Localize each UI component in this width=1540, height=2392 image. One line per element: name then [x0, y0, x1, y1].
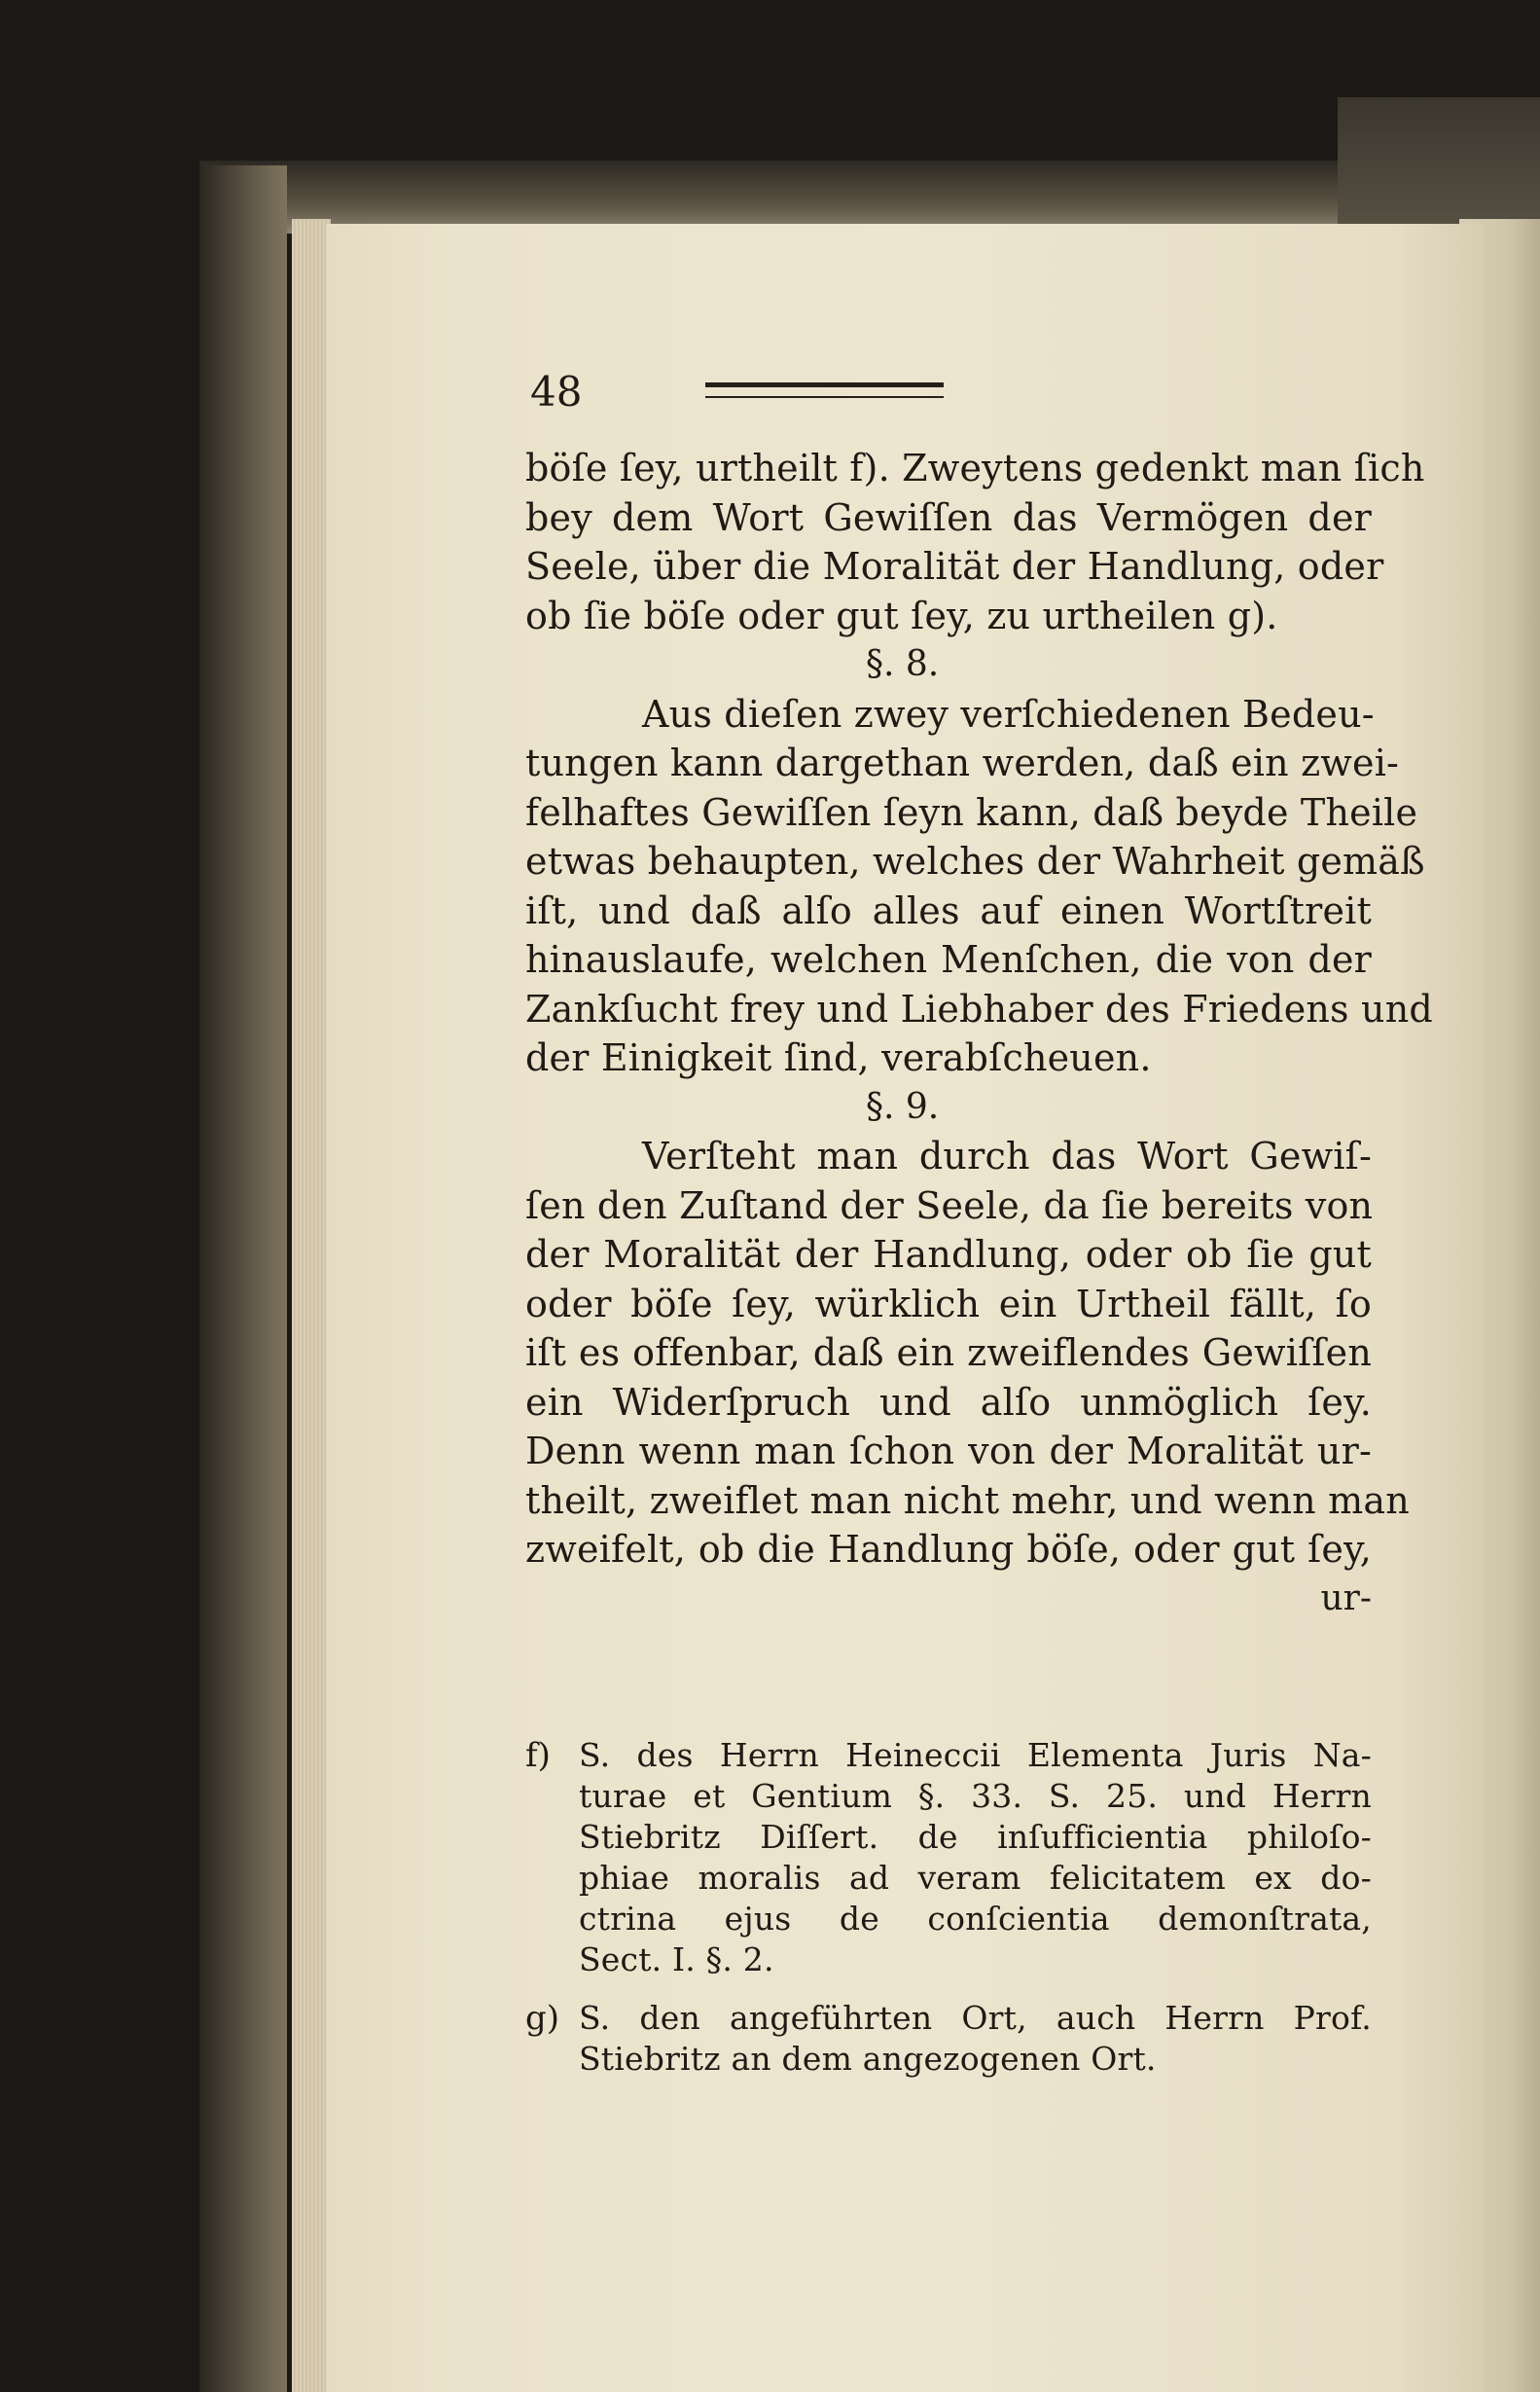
text-line: Verſteht man durch das Wort Gewiſ-	[642, 1135, 1372, 1178]
footnote-line: S. den angeführten Ort, auch Herrn Prof.	[579, 1999, 1372, 2037]
header-rule	[705, 382, 944, 398]
page-stack	[292, 219, 331, 2392]
footnote-f	[525, 1735, 1372, 1980]
text-line: Seele, über die Moralität der Handlung, oder	[525, 545, 1384, 588]
footnote-mark: g)	[525, 1999, 560, 2038]
footnote-line: Stiebritz an dem angezogenen Ort.	[579, 2040, 1157, 2078]
section-heading-9: §. 9.	[866, 1086, 940, 1127]
page-header	[530, 368, 1377, 426]
text-line: bey dem Wort Gewiſſen das Vermögen der	[525, 495, 1372, 539]
text-line: ob ſie böſe oder gut ſey, zu urtheilen g).	[525, 594, 1278, 637]
footnote-gap	[525, 1980, 1372, 1998]
footnotes	[525, 1735, 1372, 2080]
book-top-edge	[199, 161, 1474, 234]
text-line: Aus dieſen zwey verſchiedenen Bedeu-	[642, 692, 1375, 736]
text-line: ein Widerſpruch und alſo unmöglich ſey.	[525, 1380, 1372, 1424]
section-heading-8: §. 8.	[866, 644, 940, 684]
text-line: oder böſe ſey, würklich ein Urtheil fällt, ſo	[525, 1282, 1372, 1325]
text-line: hinauslaufe, welchen Menſchen, die von der	[525, 938, 1372, 981]
footnote-mark: f)	[525, 1736, 551, 1775]
text-line: iſt es offenbar, daß ein zweiflendes Gewiſſen	[525, 1331, 1372, 1374]
text-line: etwas behaupten, welches der Wahrheit gemäß	[525, 840, 1425, 883]
footnote-g	[525, 1998, 1372, 2080]
catchword: ur-	[1320, 1577, 1372, 1618]
book-page	[326, 224, 1484, 2392]
text-line: Zankſucht frey und Liebhaber des Friedens und	[525, 987, 1433, 1031]
main-text	[525, 444, 1433, 1623]
footnote-line: S. des Herrn Heineccii Elementa Juris Na-	[579, 1736, 1372, 1774]
footnote-line: phiae moralis ad veram felicitatem ex do-	[579, 1859, 1372, 1897]
footnote-line: Stiebritz Diſſert. de inſufficientia philoſo-	[579, 1818, 1372, 1856]
page-number: 48	[530, 368, 583, 416]
text-line: böſe ſey, urtheilt f). Zweytens gedenkt man ſich	[525, 447, 1425, 489]
text-line: felhaftes Gewiſſen ſeyn kann, daß beyde Theile	[525, 790, 1418, 834]
footnote-line: ctrina ejus de conſcientia demonſtrata,	[579, 1900, 1372, 1938]
text-line: tungen kann dargethan werden, daß ein zwei-	[525, 742, 1400, 784]
text-line: ſen den Zuſtand der Seele, da ſie bereits von	[525, 1183, 1374, 1227]
text-line: iſt, und daß alſo alles auf einen Wortſtreit	[525, 888, 1372, 932]
text-line: der Moralität der Handlung, oder ob ſie gut	[525, 1233, 1372, 1276]
text-line: der Einigkeit ſind, verabſcheuen.	[525, 1036, 1152, 1079]
text-line: zweifelt, ob die Handlung böſe, oder gut ſey,	[525, 1528, 1372, 1571]
book-spine-edge	[199, 165, 287, 2392]
footnote-line: Sect. I. §. 2.	[579, 1940, 774, 1978]
footnote-line: turae et Gentium §. 33. S. 25. und Herrn	[579, 1777, 1372, 1815]
text-line: Denn wenn man ſchon von der Moralität ur-	[525, 1430, 1372, 1472]
text-line: theilt, zweiflet man nicht mehr, und wenn man	[525, 1478, 1410, 1522]
